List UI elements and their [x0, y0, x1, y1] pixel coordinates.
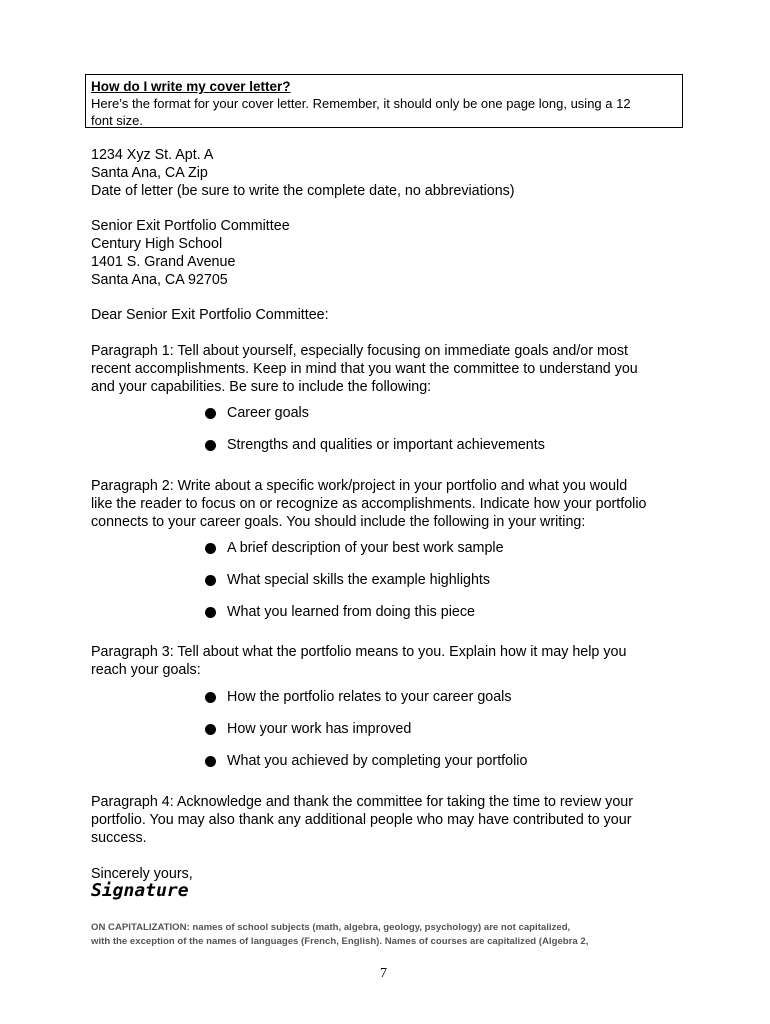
recipient-address-line-2: Century High School — [91, 236, 223, 252]
capitalization-note-line-1: ON CAPITALIZATION: names of school subjects (math, algebra, geology, psychology) are not capitalized, — [91, 922, 571, 933]
paragraph-2-bullet-list — [205, 539, 685, 635]
paragraph-2 — [91, 477, 691, 531]
paragraph-2-line-2: like the reader to focus on or recognize as accomplishments. Indicate how your portfolio — [91, 496, 647, 512]
paragraph-2-line-3: connects to your career goals. You should include the following in your writing: — [91, 514, 586, 530]
sender-address-line-2: Santa Ana, CA Zip — [91, 165, 208, 181]
paragraph-3-line-2: reach your goals: — [91, 662, 201, 678]
paragraph-4-line-2: portfolio. You may also thank any additional people who may have contributed to your — [91, 812, 632, 828]
list-item — [205, 688, 685, 720]
bullet-icon — [205, 408, 216, 419]
capitalization-note — [91, 921, 691, 949]
bullet-text: Strengths and qualities or important achievements — [227, 437, 545, 453]
capitalization-note-line-2: with the exception of the names of languages (French, English). Names of courses are capitalized (Algebra 2, — [91, 936, 589, 947]
list-item — [205, 539, 685, 571]
bullet-icon — [205, 607, 216, 618]
list-item — [205, 404, 685, 436]
bullet-text: What you achieved by completing your portfolio — [227, 753, 528, 769]
recipient-address — [91, 217, 691, 289]
bullet-icon — [205, 756, 216, 767]
paragraph-3-line-1: Paragraph 3: Tell about what the portfolio means to you. Explain how it may help you — [91, 644, 627, 660]
signature-placeholder: Signature — [91, 880, 189, 901]
paragraph-4-line-1: Paragraph 4: Acknowledge and thank the committee for taking the time to review your — [91, 794, 633, 810]
list-item — [205, 436, 685, 468]
bullet-icon — [205, 692, 216, 703]
callout-text-line-2: font size. — [91, 113, 144, 128]
bullet-icon — [205, 575, 216, 586]
letter-date-line: Date of letter (be sure to write the complete date, no abbreviations) — [91, 183, 515, 199]
bullet-text: How the portfolio relates to your career goals — [227, 689, 512, 705]
list-item — [205, 720, 685, 752]
recipient-address-line-3: 1401 S. Grand Avenue — [91, 254, 236, 270]
list-item — [205, 571, 685, 603]
salutation-text: Dear Senior Exit Portfolio Committee: — [91, 307, 329, 323]
bullet-text: Career goals — [227, 405, 309, 421]
closing-text: Sincerely yours, — [91, 866, 193, 882]
sender-address-line-1: 1234 Xyz St. Apt. A — [91, 147, 214, 163]
bullet-text: How your work has improved — [227, 721, 412, 737]
bullet-icon — [205, 724, 216, 735]
list-item — [205, 752, 685, 784]
paragraph-1-bullet-list — [205, 404, 685, 468]
paragraph-3 — [91, 643, 691, 679]
paragraph-1-line-3: and your capabilities. Be sure to include the following: — [91, 379, 432, 395]
recipient-address-line-4: Santa Ana, CA 92705 — [91, 272, 228, 288]
bullet-icon — [205, 440, 216, 451]
instructions-callout-box — [85, 74, 683, 128]
bullet-text: What special skills the example highlights — [227, 572, 491, 588]
paragraph-1-line-2: recent accomplishments. Keep in mind that you want the committee to understand you — [91, 361, 638, 377]
paragraph-1-line-1: Paragraph 1: Tell about yourself, especially focusing on immediate goals and/or most — [91, 343, 628, 359]
paragraph-2-line-1: Paragraph 2: Write about a specific work/project in your portfolio and what you would — [91, 478, 628, 494]
paragraph-4 — [91, 793, 691, 847]
bullet-icon — [205, 543, 216, 554]
paragraph-3-bullet-list — [205, 688, 685, 784]
list-item — [205, 603, 685, 635]
paragraph-4-line-3: success. — [91, 830, 147, 846]
callout-text-line-1: Here’s the format for your cover letter. Remember, it should only be one page long, using a 12 — [91, 96, 631, 111]
paragraph-1 — [91, 342, 691, 396]
sender-address — [91, 146, 691, 200]
salutation — [91, 306, 691, 324]
bullet-text: A brief description of your best work sample — [227, 540, 504, 556]
page-number: 7 — [380, 966, 387, 981]
callout-heading: How do I write my cover letter? — [91, 79, 291, 94]
recipient-address-line-1: Senior Exit Portfolio Committee — [91, 218, 290, 234]
bullet-text: What you learned from doing this piece — [227, 604, 475, 620]
